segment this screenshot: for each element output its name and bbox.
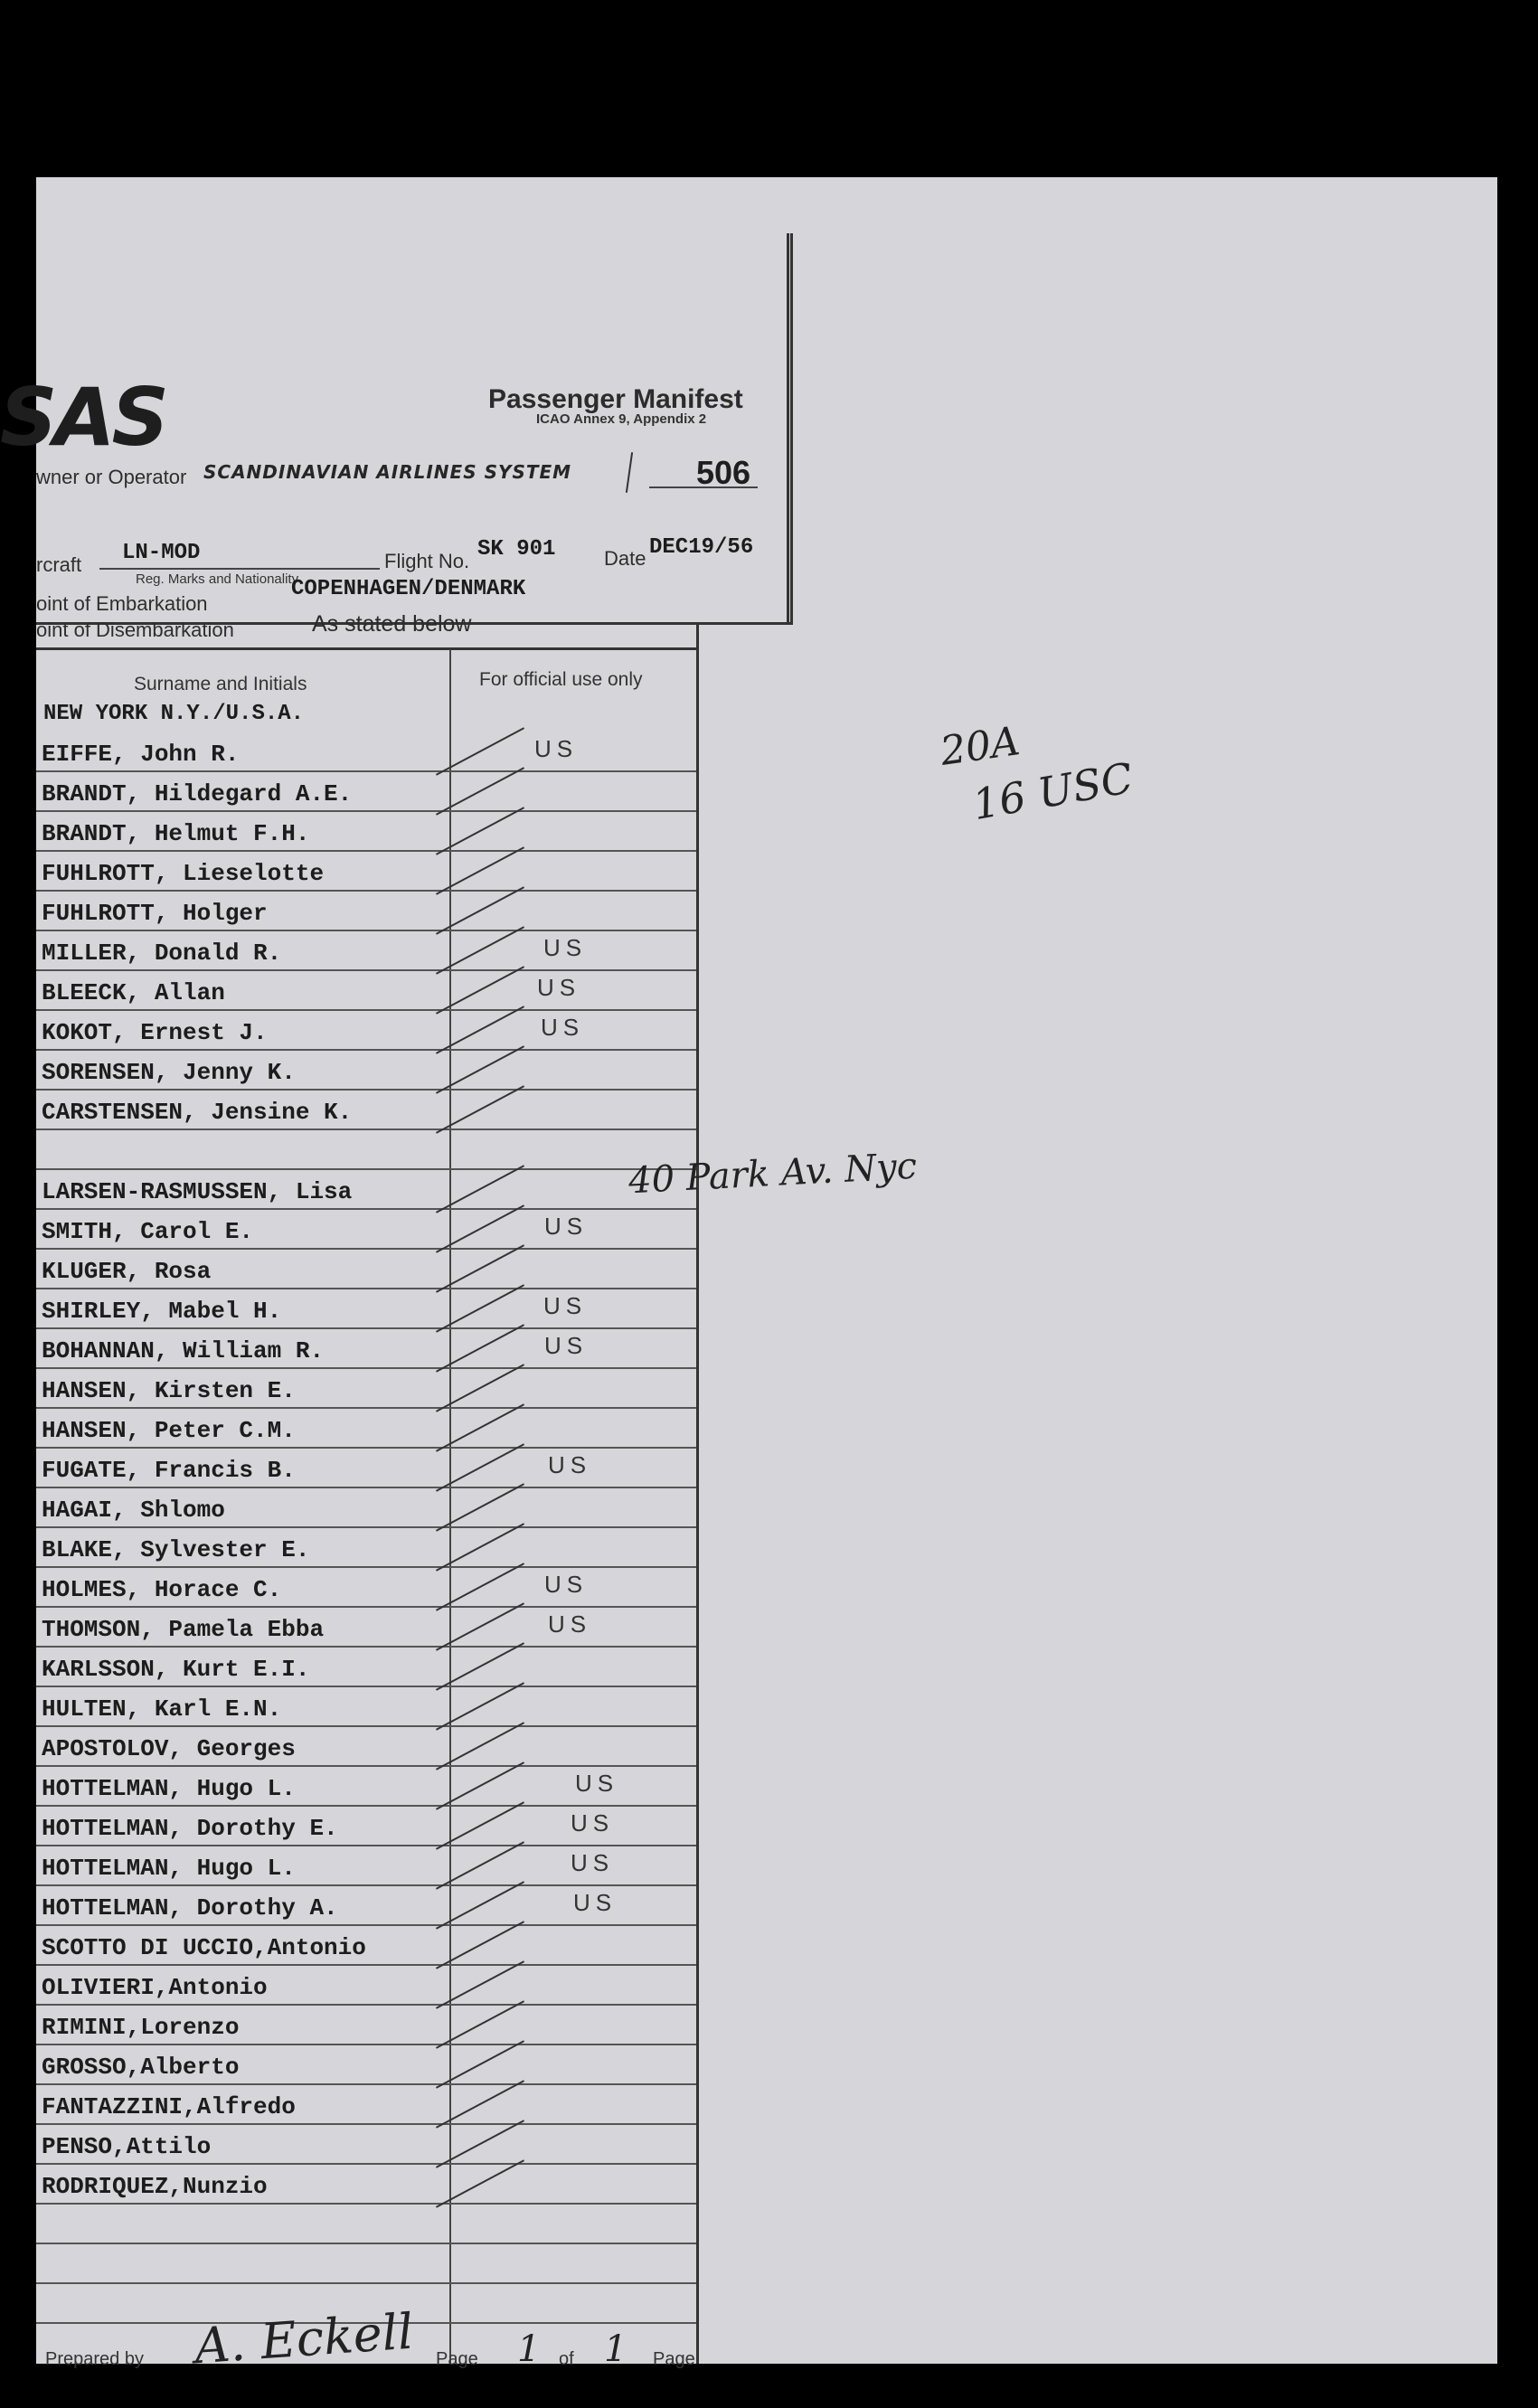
prepared-by-label: Prepared by (45, 2349, 144, 2369)
check-mark (436, 2120, 524, 2167)
passenger-row (42, 1251, 693, 1291)
passenger-row (42, 814, 693, 854)
passenger-name: KLUGER, Rosa (42, 1258, 212, 1285)
passenger-name: HOTTELMAN, Hugo L. (42, 1775, 296, 1802)
passenger-row (42, 1888, 693, 1928)
check-mark (436, 1085, 524, 1133)
embarkation-value: COPENHAGEN/DENMARK (291, 577, 526, 601)
aircraft-underline (99, 568, 380, 570)
passenger-name: HAGAI, Shlomo (42, 1497, 225, 1524)
passenger-row (42, 1371, 693, 1411)
passenger-row (42, 933, 693, 973)
passenger-name: HOLMES, Horace C. (42, 1576, 282, 1603)
check-mark (436, 886, 524, 934)
passenger-row (42, 1092, 693, 1132)
official-mark: US (548, 1610, 592, 1638)
flight-label: Flight No. (384, 550, 470, 572)
passenger-row (42, 1928, 693, 1968)
check-mark (436, 1165, 524, 1213)
passenger-row (42, 973, 693, 1013)
check-mark (436, 1960, 524, 2008)
check-mark (436, 1921, 524, 1969)
check-mark (436, 2040, 524, 2088)
check-mark (436, 2000, 524, 2048)
passenger-name: SMITH, Carol E. (42, 1218, 254, 1245)
passenger-name: LARSEN-RASMUSSEN, Lisa (42, 1178, 353, 1205)
passenger-row (42, 774, 693, 814)
passenger-name: BRANDT, Hildegard A.E. (42, 780, 353, 807)
passenger-row (42, 1053, 693, 1092)
of-label: of (559, 2349, 574, 2369)
official-mark: US (575, 1770, 619, 1797)
check-mark (436, 1761, 524, 1809)
passenger-row (42, 1331, 693, 1371)
passenger-name: EIFFE, John R. (42, 741, 240, 768)
flight-value: SK 901 (477, 537, 556, 562)
passenger-name: CARSTENSEN, Jensine K. (42, 1099, 353, 1126)
official-mark: US (544, 1571, 589, 1598)
official-mark: US (537, 974, 581, 1001)
check-mark (436, 846, 524, 894)
passenger-name: APOSTOLOV, Georges (42, 1735, 296, 1762)
official-mark: US (544, 1332, 589, 1359)
check-mark (436, 1045, 524, 1093)
annotation-address: 40 Park Av. Nyc (627, 1145, 919, 1203)
passenger-name: HANSEN, Peter C.M. (42, 1417, 296, 1444)
passenger-name: RIMINI,Lorenzo (42, 2014, 240, 2041)
table-top-border (36, 647, 698, 650)
disembarkation-value: As stated below (312, 611, 472, 637)
official-mark: US (544, 1213, 589, 1240)
check-mark (436, 1443, 524, 1491)
check-mark (436, 2159, 524, 2207)
embarkation-label: oint of Embarkation (36, 592, 208, 615)
check-mark (436, 1284, 524, 1332)
annotation-usc: 16 USC (968, 752, 1137, 830)
passenger-row (42, 1013, 693, 1053)
passenger-row (42, 2167, 693, 2206)
passenger-row (42, 2087, 693, 2127)
check-mark (436, 1523, 524, 1571)
check-mark (436, 926, 524, 974)
check-mark (436, 1722, 524, 1770)
passenger-name: FUHLROTT, Lieselotte (42, 860, 325, 887)
official-mark: US (534, 735, 579, 762)
page-label: Page (436, 2349, 478, 2369)
passenger-name: HANSEN, Kirsten E. (42, 1377, 296, 1404)
page-number: 1 (517, 2328, 541, 2370)
passenger-name: HOTTELMAN, Dorothy A. (42, 1894, 338, 1922)
preparer-signature: A. Eckell (193, 2302, 416, 2375)
passenger-name: BLEECK, Allan (42, 979, 225, 1006)
passenger-name: BLAKE, Sylvester E. (42, 1536, 310, 1563)
check-mark (436, 1881, 524, 1929)
passenger-row (42, 854, 693, 893)
check-mark (436, 1244, 524, 1292)
column-header-official: For official use only (479, 669, 643, 690)
aircraft-value: LN-MOD (122, 541, 201, 565)
row-rule (36, 2282, 696, 2284)
passenger-name: KOKOT, Ernest J. (42, 1019, 268, 1046)
date-label: Date (604, 547, 646, 570)
check-mark (436, 1324, 524, 1372)
date-value: DEC19/56 (649, 535, 754, 560)
official-mark: US (571, 1809, 615, 1837)
document-subtitle: ICAO Annex 9, Appendix 2 (536, 411, 707, 427)
check-mark (436, 1682, 524, 1730)
document-title: Passenger Manifest (488, 384, 743, 414)
passenger-row (42, 1530, 693, 1570)
passenger-name: FANTAZZINI,Alfredo (42, 2093, 296, 2120)
official-mark: US (543, 934, 588, 961)
check-mark (436, 1801, 524, 1849)
sas-logo: SAS (0, 371, 165, 464)
passenger-name: RODRIQUEZ,Nunzio (42, 2173, 268, 2200)
check-mark (436, 727, 524, 775)
official-mark: US (541, 1014, 585, 1041)
passenger-name: HOTTELMAN, Hugo L. (42, 1855, 296, 1882)
passenger-name: SORENSEN, Jenny K. (42, 1059, 296, 1086)
passenger-row (42, 1610, 693, 1649)
annotation-count: 20A (937, 718, 1023, 775)
passenger-name: THOMSON, Pamela Ebba (42, 1616, 325, 1643)
owner-label: wner or Operator (36, 466, 187, 488)
aircraft-label: rcraft (36, 553, 82, 576)
check-mark (436, 1642, 524, 1690)
passenger-name: BOHANNAN, William R. (42, 1337, 325, 1365)
disembarkation-label: oint of Disembarkation (36, 619, 234, 641)
passenger-name: OLIVIERI,Antonio (42, 1974, 268, 2001)
page-total: 1 (604, 2328, 627, 2370)
check-mark (436, 1364, 524, 1412)
check-mark (436, 1602, 524, 1650)
passenger-row (42, 1450, 693, 1490)
passenger-name: HULTEN, Karl E.N. (42, 1695, 282, 1723)
official-mark: US (543, 1292, 588, 1319)
row-rule (36, 2243, 696, 2244)
official-mark: US (571, 1849, 615, 1876)
passenger-row (42, 1291, 693, 1331)
page-label-2: Page (653, 2349, 695, 2369)
check-mark (436, 807, 524, 855)
check-mark (436, 767, 524, 815)
reg-marks-label: Reg. Marks and Nationality (136, 571, 299, 587)
passenger-name: SHIRLEY, Mabel H. (42, 1298, 282, 1325)
check-mark (436, 966, 524, 1014)
header-box-right-border (787, 233, 789, 622)
check-mark (436, 1403, 524, 1451)
passenger-row (42, 1649, 693, 1689)
passenger-row (42, 1570, 693, 1610)
passenger-name: FUGATE, Francis B. (42, 1457, 296, 1484)
passenger-row (42, 2007, 693, 2047)
manifest-number: 506 (696, 454, 751, 491)
table-right-border (696, 622, 699, 2364)
passenger-row (42, 1689, 693, 1729)
passenger-name: HOTTELMAN, Dorothy E. (42, 1815, 338, 1842)
passenger-row (42, 1411, 693, 1450)
passenger-name: GROSSO,Alberto (42, 2054, 240, 2081)
passenger-name: KARLSSON, Kurt E.I. (42, 1656, 310, 1683)
passenger-name: FUHLROTT, Holger (42, 900, 268, 927)
check-mark (436, 1563, 524, 1610)
official-mark: US (548, 1451, 592, 1478)
check-mark (436, 1483, 524, 1531)
check-mark (436, 1006, 524, 1053)
passenger-row (42, 2047, 693, 2087)
official-mark: US (573, 1889, 618, 1916)
column-header-name: Surname and Initials (134, 674, 307, 694)
passenger-name: BRANDT, Helmut F.H. (42, 820, 310, 847)
passenger-row (42, 1490, 693, 1530)
passenger-name: PENSO,Attilo (42, 2133, 212, 2160)
passenger-row (42, 1212, 693, 1251)
passenger-row (42, 893, 693, 933)
passenger-row (42, 1968, 693, 2007)
owner-value: SCANDINAVIAN AIRLINES SYSTEM (203, 461, 572, 483)
passenger-row (42, 734, 693, 774)
passenger-name: SCOTTO DI UCCIO,Antonio (42, 1934, 366, 1961)
check-mark (436, 1204, 524, 1252)
passenger-row (42, 1132, 693, 1172)
check-mark (436, 2080, 524, 2128)
passenger-row (42, 2127, 693, 2167)
passenger-name: MILLER, Donald R. (42, 940, 282, 967)
passenger-row (42, 1172, 693, 1212)
destination-heading: NEW YORK N.Y./U.S.A. (43, 702, 305, 726)
check-mark (436, 1841, 524, 1889)
